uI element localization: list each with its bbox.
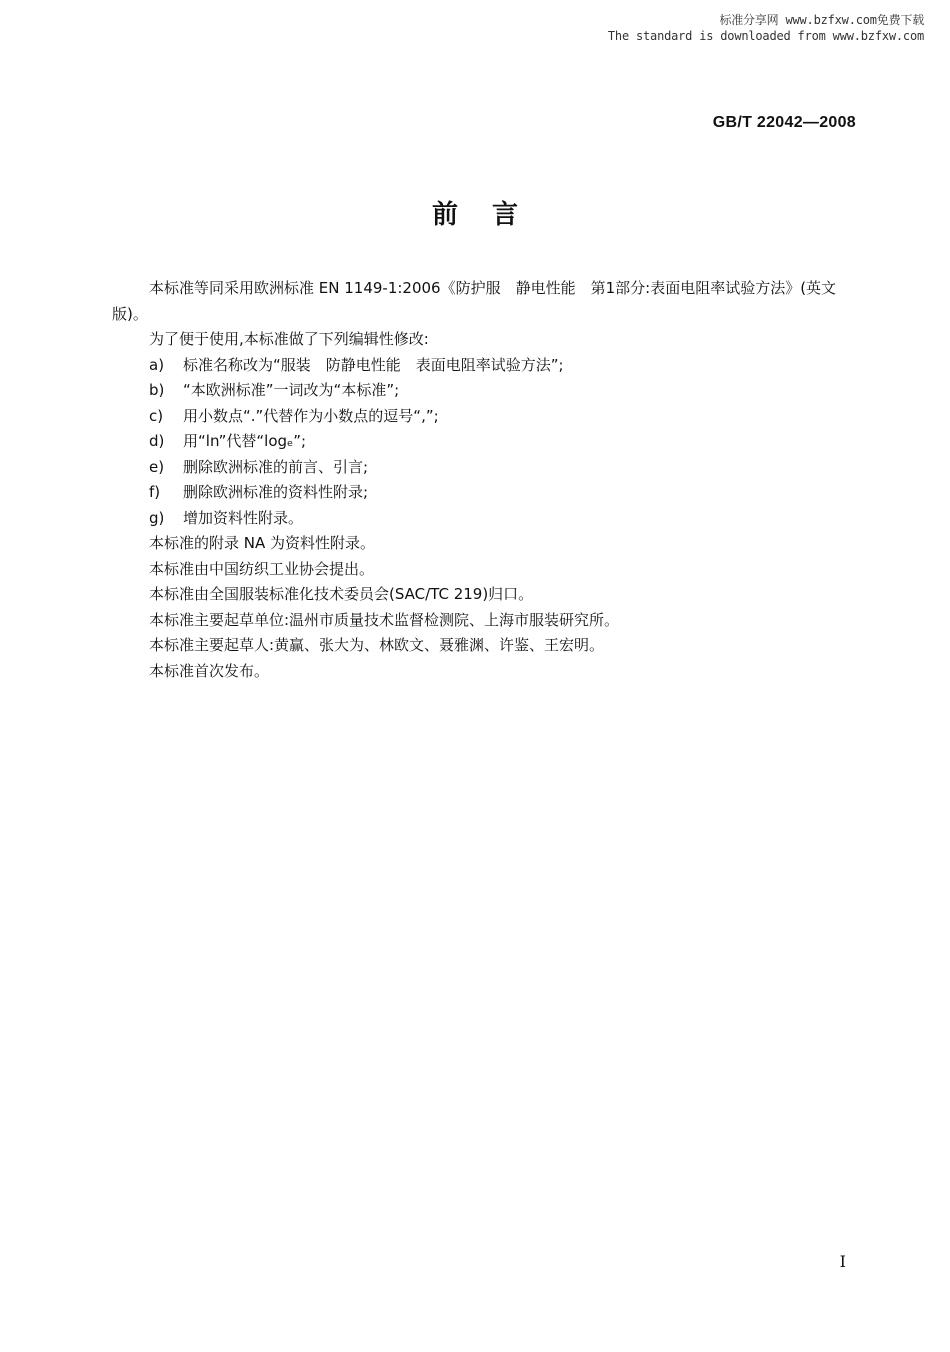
list-item-marker: b) bbox=[149, 381, 165, 399]
list-item-marker: e) bbox=[149, 457, 165, 476]
statement-first-release: 本标准首次发布。 bbox=[149, 661, 270, 680]
statement-proposer: 本标准由中国纺织工业协会提出。 bbox=[149, 559, 375, 578]
modifications-intro: 为了便于使用,本标准做了下列编辑性修改: bbox=[149, 330, 429, 348]
intro-paragraph: 本标准等同采用欧洲标准 EN 1149-1:2006《防护服 静电性能 第1部分:表面电阻率试验方法》(英文版)。 bbox=[112, 279, 837, 323]
standard-number: GB/T 22042—2008 bbox=[712, 114, 856, 131]
page-title: 前言 bbox=[431, 200, 552, 230]
list-item bbox=[112, 404, 860, 430]
list-item bbox=[112, 455, 860, 481]
list-item bbox=[112, 378, 860, 404]
page-number: I bbox=[839, 1252, 846, 1271]
body-text bbox=[112, 276, 860, 684]
watermark-line-chinese: 标准分享网 www.bzfxw.com免费下载 bbox=[719, 13, 924, 27]
statement-drafting-units: 本标准主要起草单位:温州市质量技术监督检测院、上海市服装研究所。 bbox=[149, 610, 620, 629]
list-item-text: 标准名称改为“服装 防静电性能 表面电阻率试验方法”; bbox=[183, 355, 564, 374]
statement-drafters: 本标准主要起草人:黄赢、张大为、林欧文、聂雅渊、许鉴、王宏明。 bbox=[149, 636, 605, 654]
list-item-marker: d) bbox=[149, 432, 165, 450]
list-item-text: 用小数点“.”代替作为小数点的逗号“,”; bbox=[183, 406, 439, 425]
list-item-text: “本欧洲标准”一词改为“本标准”; bbox=[183, 381, 400, 399]
list-item bbox=[112, 429, 860, 455]
list-item-marker: a) bbox=[149, 355, 165, 374]
list-item-text: 用“ln”代替“logₑ”; bbox=[183, 432, 307, 450]
list-item-marker: f) bbox=[149, 483, 161, 501]
list-item-text: 删除欧洲标准的资料性附录; bbox=[183, 483, 369, 501]
watermark-line-english: The standard is downloaded from www.bzfxw.com bbox=[607, 29, 924, 43]
list-item-text: 删除欧洲标准的前言、引言; bbox=[183, 457, 369, 476]
list-item-text: 增加资料性附录。 bbox=[183, 508, 304, 527]
list-item bbox=[112, 506, 860, 532]
statement-committee: 本标准由全国服装标准化技术委员会(SAC/TC 219)归口。 bbox=[149, 585, 534, 603]
list-item bbox=[112, 480, 860, 506]
statement-annex: 本标准的附录 NA 为资料性附录。 bbox=[149, 534, 376, 552]
modification-list bbox=[112, 353, 860, 532]
watermark bbox=[608, 12, 924, 44]
list-item-marker: c) bbox=[149, 406, 164, 425]
list-item-marker: g) bbox=[149, 508, 165, 527]
list-item bbox=[112, 353, 860, 379]
